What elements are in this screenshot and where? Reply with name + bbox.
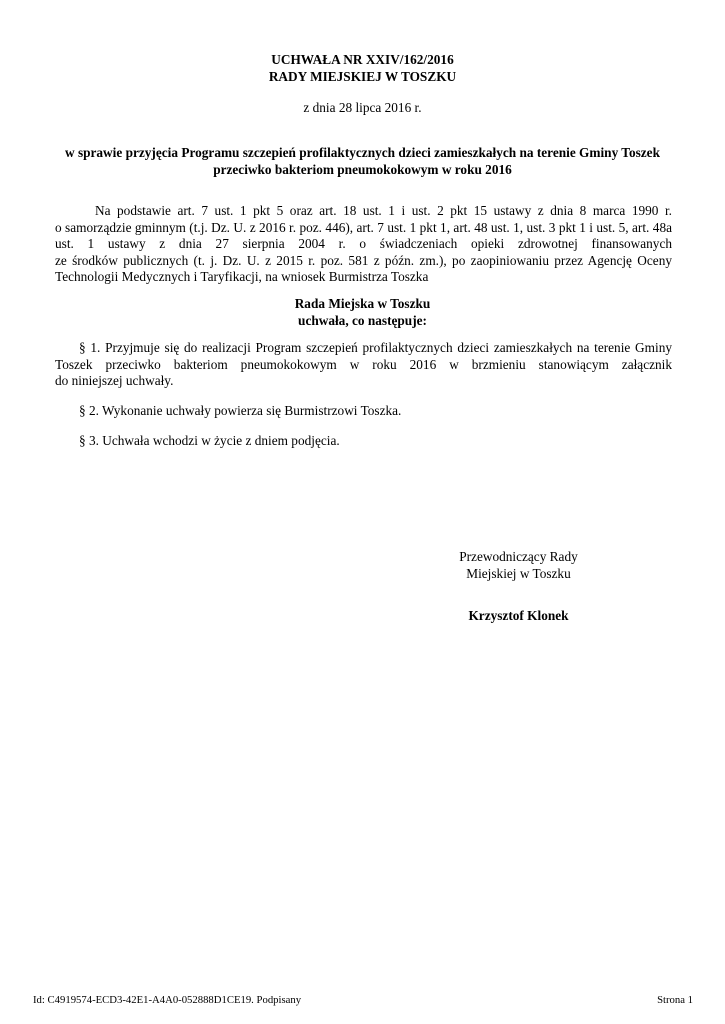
legal-basis-line: Technologii Medycznych i Taryfikacji, na wniosek Burmistrza Toszka [55, 269, 429, 284]
signature-block [440, 549, 597, 625]
legal-basis-line: o samorządzie gminnym (t.j. Dz. U. z 2016 r. poz. 446), art. 7 ust. 1 pkt 1, art. 48 ust. 1, ust. 3 pkt 1 i ust. 5, art. 48a [55, 219, 672, 235]
council-name: Rada Miejska w Toszku [294, 296, 431, 311]
legal-basis-paragraph [55, 203, 672, 286]
paragraph-1-line: § 1. Przyjmuje się do realizacji Program szczepień profilaktycznych dzieci zamieszkałych na terenie Gminy [79, 340, 672, 355]
council-name-heading: RADY MIEJSKIEJ W TOSZKU [268, 68, 457, 84]
council-resolves-heading [0, 296, 725, 329]
paragraph-1 [55, 340, 672, 390]
signature-role: Przewodniczący Rady [459, 549, 578, 564]
paragraph-3: § 3. Uchwała wchodzi w życie z dniem podjęcia. [79, 433, 340, 448]
council-resolves: uchwała, co następuje: [298, 312, 427, 328]
legal-basis-line: ze środków publicznych (t. j. Dz. U. z 2015 r. poz. 581 z późn. zm.), po zaopiniowaniu przez Agencję Oceny [55, 252, 672, 268]
page-number: Strona 1 [657, 994, 693, 1006]
paragraph-1-line: do niniejszej uchwały. [55, 373, 174, 388]
paragraph-1-line: Toszek przeciwko bakteriom pneumokokowym w roku 2016 w brzmieniu stanowiącym załącznik [55, 356, 672, 372]
paragraph-2: § 2. Wykonanie uchwały powierza się Burmistrzowi Toszka. [79, 403, 402, 418]
signature-role: Miejskiej w Toszku [466, 565, 571, 581]
legal-basis-line: Na podstawie art. 7 ust. 1 pkt 5 oraz art. 18 ust. 1 i ust. 2 pkt 15 ustawy z dnia 8 marca 1990 r. [95, 203, 672, 218]
legal-basis-line: ust. 1 ustawy z dnia 27 sierpnia 2004 r. o świadczeniach opieki zdrowotnej finansowanych [55, 236, 672, 251]
document-id-footer: Id: C4919574-ECD3-42E1-A4A0-052888D1CE19. Podpisany [33, 994, 302, 1006]
resolution-number: UCHWAŁA NR XXIV/162/2016 [271, 52, 454, 67]
resolution-subject [0, 145, 725, 178]
resolution-date: z dnia 28 lipca 2016 r. [303, 100, 422, 115]
subject-line: przeciwko bakteriom pneumokokowym w roku 2016 [213, 161, 512, 177]
resolution-title [0, 52, 725, 85]
signatory-name: Krzysztof Klonek [468, 608, 569, 623]
subject-line: w sprawie przyjęcia Programu szczepień profilaktycznych dzieci zamieszkałych na terenie Gminy Toszek [65, 145, 660, 160]
